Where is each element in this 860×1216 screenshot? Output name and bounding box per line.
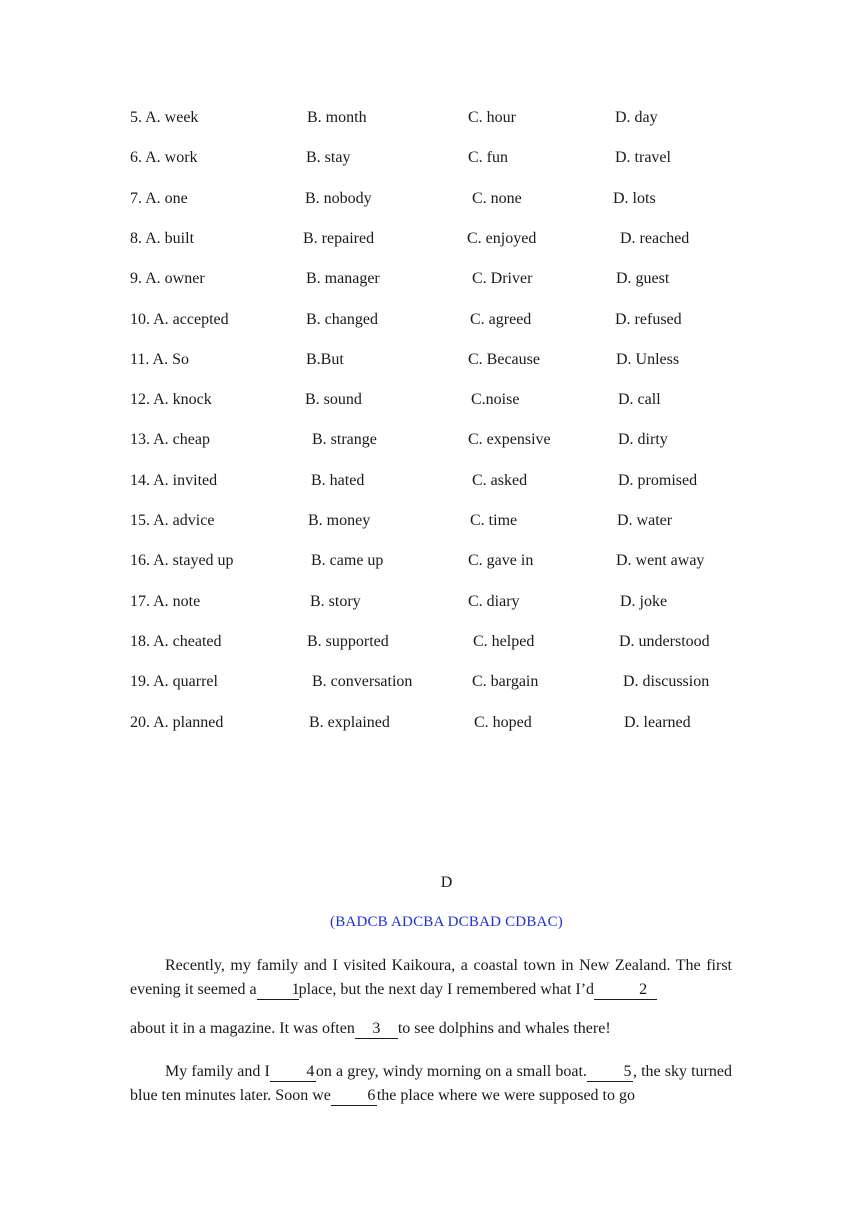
question-number-option-a: 10. A. accepted [130,310,229,328]
option-d: D. Unless [616,350,680,368]
option-c: C. none [472,189,522,207]
option-c: C. time [470,512,518,529]
blank-3: 3 [355,1020,398,1039]
question-row [0,549,860,573]
option-d: D. understood [619,632,710,650]
question-row [0,308,860,332]
option-b: B. manager [306,270,380,288]
question-row [0,630,860,654]
passage-line [130,1020,611,1039]
option-c: C. bargain [472,673,539,691]
question-number-option-a: 13. A. cheap [130,431,210,449]
option-b: B. repaired [303,229,375,247]
option-d: D. water [617,512,673,529]
question-number-option-a: 16. A. stayed up [130,552,234,570]
option-b: B. hated [311,471,365,489]
passage-paragraph-2 [130,1060,732,1108]
option-b: B. supported [307,632,389,650]
question-row [0,388,860,412]
question-number-option-a: 5. A. week [130,109,199,126]
option-b: B. changed [306,310,378,328]
option-c: C. diary [468,592,520,610]
question-number-option-a: 18. A. cheated [130,632,222,650]
option-b: B. stay [306,149,351,167]
option-c: C. Because [468,350,540,368]
question-number-option-a: 17. A. note [130,592,201,610]
option-d: D. refused [615,310,682,328]
passage-text: on a grey, windy morning on a small boat. [315,1063,587,1080]
question-row [0,146,860,170]
option-d: D. went away [616,552,705,570]
question-number-option-a: 14. A. invited [130,471,218,489]
option-d: D. travel [615,149,671,167]
question-number-option-a: 15. A. advice [130,512,215,529]
option-d: D. reached [620,229,690,247]
question-number-option-a: 20. A. planned [130,713,224,731]
question-row [0,711,860,735]
option-b: B. nobody [305,189,372,207]
option-c: C. gave in [468,552,534,570]
passage-text: Recently, my family and I visited Kaikoura, a coastal town in New Zealand. The first evening it seemed a [130,957,732,998]
passage-text: place, but the next day I remembered what I’d [298,981,595,998]
question-number-option-a: 6. A. work [130,149,198,167]
question-number-option-a: 19. A. quarrel [130,673,218,691]
question-number-option-a: 11. A. So [130,350,189,368]
option-d: D. learned [624,713,691,731]
question-number-option-a: 8. A. built [130,229,195,247]
question-row [0,187,860,211]
question-row [0,670,860,694]
section-heading: D [440,874,453,891]
question-number-option-a: 7. A. one [130,189,188,207]
option-c: C. fun [468,149,508,167]
question-row [0,267,860,291]
option-b: B. strange [312,431,377,449]
question-row [0,428,860,452]
question-row [0,469,860,493]
question-row [0,590,860,614]
question-row [0,106,860,130]
passage-text: to see dolphins and whales there! [397,1020,611,1037]
option-b: B. conversation [312,673,413,691]
option-b: B. explained [309,713,390,731]
question-number-option-a: 9. A. owner [130,270,205,288]
option-d: D. dirty [618,431,668,449]
option-d: D. call [618,391,661,409]
blank-2: 2 [594,981,657,1000]
question-row [0,509,860,533]
blank-1: 1 [257,981,299,1000]
passage-text: My family and I [165,1063,270,1080]
option-c: C. Driver [472,270,533,288]
question-number-option-a: 12. A. knock [130,391,212,409]
option-d: D. lots [613,189,656,207]
option-d: D. promised [618,471,698,489]
option-b: B. story [310,592,361,610]
passage-paragraph-1 [130,954,732,1002]
option-d: D. day [615,109,658,126]
option-b: B. sound [305,391,362,409]
option-d: D. guest [616,270,670,288]
passage-text: , the sky turned blue ten minutes later. Soon we [130,1063,732,1104]
blank-4: 4 [270,1063,316,1082]
option-b: B. came up [311,552,384,570]
blank-6: 6 [331,1087,377,1106]
blank-5: 5 [587,1063,633,1082]
option-d: D. joke [620,592,668,610]
option-c: C.noise [471,391,520,409]
option-c: C. expensive [468,431,551,449]
option-c: C. hoped [474,713,532,731]
option-c: C. asked [472,471,528,489]
passage-text: about it in a magazine. It was often [130,1020,355,1037]
option-c: C. helped [473,632,535,650]
option-b: B. money [308,512,371,529]
answer-key: (BADCB ADCBA DCBAD CDBAC) [330,914,563,930]
option-c: C. agreed [470,310,532,328]
question-row [0,227,860,251]
option-c: C. enjoyed [467,229,537,247]
passage-text: the place where we were supposed to go [376,1087,635,1104]
option-c: C. hour [468,109,516,126]
option-b: B.But [306,350,344,368]
option-b: B. month [307,109,367,126]
question-row [0,348,860,372]
option-d: D. discussion [623,673,710,691]
